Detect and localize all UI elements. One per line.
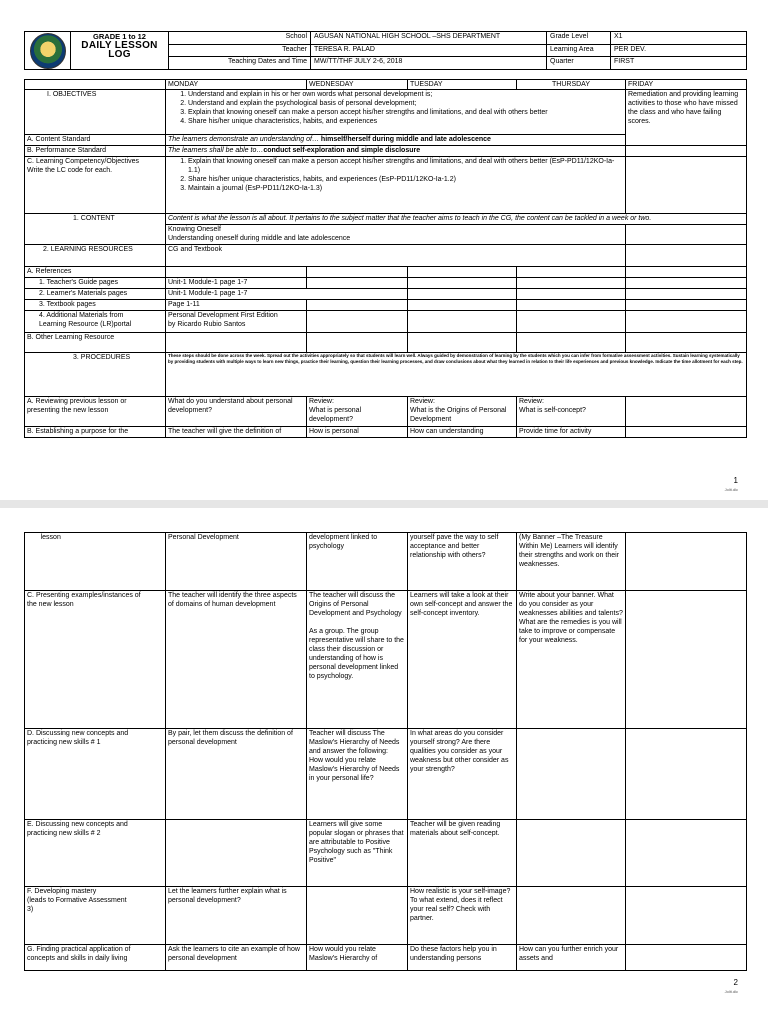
purpose-tuesday-part2: yourself pave the way to self acceptance and better relationship with others? bbox=[408, 533, 517, 591]
empty-cell bbox=[408, 289, 517, 300]
competency-list bbox=[168, 157, 623, 193]
blank-corner bbox=[25, 80, 166, 90]
page-number-2: 2 bbox=[733, 978, 738, 987]
empty-cell bbox=[626, 300, 747, 311]
empty-cell bbox=[626, 225, 747, 245]
presenting-wednesday: The teacher will discuss the Origins of Personal Development and Psychology As a group. The group representative will share to the class their discussion or understanding of how is personal development linked to psychology. bbox=[307, 591, 408, 729]
content-standard-prefix: The learners demonstrate an understanding of… bbox=[168, 136, 319, 143]
objective-item: 2. Understand and explain the psychological basis of personal development; bbox=[188, 99, 623, 108]
empty-cell bbox=[517, 267, 626, 278]
page-gap bbox=[0, 500, 768, 508]
empty-cell bbox=[307, 278, 408, 289]
empty-cell bbox=[626, 278, 747, 289]
performance-standard-label: B. Performance Standard bbox=[25, 146, 166, 157]
empty-cell bbox=[626, 533, 747, 591]
teacher-label: Teacher bbox=[169, 44, 311, 57]
application-wednesday: How would you relate Maslow's Hierarchy of bbox=[307, 945, 408, 971]
school-label: School bbox=[169, 32, 311, 45]
application-label: G. Finding practical application of concepts and skills in daily living bbox=[25, 945, 166, 971]
empty-cell bbox=[307, 300, 408, 311]
title-cell bbox=[71, 32, 169, 70]
empty-cell bbox=[626, 311, 747, 333]
school-value: AGUSAN NATIONAL HIGH SCHOOL –SHS DEPARTMENT bbox=[311, 32, 547, 45]
discussing2-tuesday: Teacher will be given reading materials about self-concept. bbox=[408, 820, 517, 887]
performance-standard-text: conduct self-exploration and simple disclosure bbox=[263, 147, 421, 154]
competency-list-cell bbox=[166, 157, 626, 214]
grade-level-label: Grade Level bbox=[547, 32, 611, 45]
day-header-thursday: THURSDAY bbox=[517, 80, 626, 90]
competency-item: 3. Maintain a journal (EsP-PD11/12KO-Ia-1.3) bbox=[188, 184, 623, 193]
empty-cell bbox=[166, 267, 307, 278]
empty-cell bbox=[408, 267, 517, 278]
empty-cell bbox=[408, 311, 517, 333]
empty-cell bbox=[626, 397, 747, 427]
day-header-friday: FRIDAY bbox=[626, 80, 747, 90]
page-1 bbox=[0, 0, 768, 500]
day-header-tuesday: TUESDAY bbox=[408, 80, 517, 90]
empty-cell bbox=[626, 289, 747, 300]
page-note-1: Jolit.dlc bbox=[724, 487, 738, 492]
empty-cell bbox=[517, 278, 626, 289]
competency-item: 2. Share his/her unique characteristics, habits, and experiences (EsP-PD11/12KO-Ia-1.2) bbox=[188, 175, 623, 184]
purpose-label-part1: B. Establishing a purpose for the bbox=[25, 427, 166, 438]
content-topics bbox=[166, 225, 626, 245]
page-number-1: 1 bbox=[733, 476, 738, 485]
teacher-value: TERESA R. PALAD bbox=[311, 44, 547, 57]
document-title: DAILY LESSON LOG bbox=[81, 40, 158, 60]
additional-materials-value: Personal Development First Edition by Ricardo Rubio Santos bbox=[166, 311, 307, 333]
empty-cell bbox=[517, 311, 626, 333]
purpose-monday-part2: Personal Development bbox=[166, 533, 307, 591]
empty-cell bbox=[408, 300, 517, 311]
objectives-label: I. OBJECTIVES bbox=[25, 90, 166, 135]
objectives-list bbox=[168, 90, 623, 126]
friday-remediation: Remediation and providing learning activities to those who have missed the class and who have failing scores. bbox=[626, 90, 747, 146]
deped-seal-icon bbox=[30, 33, 66, 69]
review-tuesday: Review: What is the Origins of Personal Development bbox=[408, 397, 517, 427]
empty-cell bbox=[517, 333, 626, 353]
teachers-guide-label: 1. Teacher's Guide pages bbox=[25, 278, 166, 289]
discussing2-wednesday: Learners will give some popular slogan or phrases that are attributable to Positive Psychology such as "Think Positive" bbox=[307, 820, 408, 887]
empty-cell bbox=[408, 333, 517, 353]
empty-cell bbox=[626, 267, 747, 278]
purpose-wednesday-part1: How is personal bbox=[307, 427, 408, 438]
lesson-table-page2 bbox=[24, 532, 747, 971]
application-thursday: How can you further enrich your assets and bbox=[517, 945, 626, 971]
empty-cell bbox=[626, 427, 747, 438]
performance-standard-value bbox=[166, 146, 626, 157]
empty-cell bbox=[626, 157, 747, 214]
discussing1-tuesday: In what areas do you consider yourself strong? Are there qualities you consider as your weakness but other consider as your strength? bbox=[408, 729, 517, 820]
review-monday: What do you understand about personal development? bbox=[166, 397, 307, 427]
dates-value: MW/TT/THF JULY 2-6, 2018 bbox=[311, 57, 547, 70]
competency-item: 1. Explain that knowing oneself can make a person accept his/her strengths and limitations, and deal with others better (EsP-PD11/12KO-Ia-1.1) bbox=[188, 157, 623, 175]
header-table bbox=[24, 31, 747, 70]
learning-area-value: PER DEV. bbox=[611, 44, 747, 57]
empty-cell bbox=[307, 887, 408, 945]
content-topic-1: Knowing Oneself bbox=[168, 226, 221, 233]
application-monday: Ask the learners to cite an example of how personal development bbox=[166, 945, 307, 971]
learning-area-label: Learning Area bbox=[547, 44, 611, 57]
review-wednesday: Review: What is personal development? bbox=[307, 397, 408, 427]
competency-label: C. Learning Competency/Objectives Write the LC code for each. bbox=[25, 157, 166, 214]
empty-cell bbox=[307, 267, 408, 278]
discussing1-monday: By pair, let them discuss the definition of personal development bbox=[166, 729, 307, 820]
content-standard-label: A. Content Standard bbox=[25, 135, 166, 146]
empty-cell bbox=[517, 887, 626, 945]
mastery-tuesday: How realistic is your self-image? To what extend, does it reflect your real self? Check with partner. bbox=[408, 887, 517, 945]
presenting-thursday: Write about your banner. What do you consider as your weaknesses abilities and talents? What are the remedies is you will take to improve or compensate for your weakness. bbox=[517, 591, 626, 729]
empty-cell bbox=[517, 289, 626, 300]
empty-cell bbox=[517, 820, 626, 887]
empty-cell bbox=[626, 729, 747, 820]
learners-materials-label: 2. Learner's Materials pages bbox=[25, 289, 166, 300]
objective-item: 4. Share his/her unique characteristics, habits, and experiences bbox=[188, 117, 623, 126]
content-label: 1. CONTENT bbox=[25, 214, 166, 245]
presenting-tuesday: Learners will take a look at their own self-concept and answer the self-concept inventory. bbox=[408, 591, 517, 729]
references-label: A. References bbox=[25, 267, 166, 278]
discussing1-label: D. Discussing new concepts and practicing new skills # 1 bbox=[25, 729, 166, 820]
purpose-wednesday-part2: development linked to psychology bbox=[307, 533, 408, 591]
empty-cell bbox=[166, 820, 307, 887]
review-label: A. Reviewing previous lesson or presenting the new lesson bbox=[25, 397, 166, 427]
procedures-note: These steps should be done across the week. Spread out the activities appropriately so that students will learn well. Always guided by demonstration of learning by the students which you can infer from formative assessment activities. Sustain learning systematically by providing students with multiple ways to learn new things, practice their learning, question their learning processes, and draw conclusions about what they learned in relation to their life experiences and previous knowledge. Indicate the time allotment for each step. bbox=[166, 353, 747, 397]
additional-materials-label: 4. Additional Materials from Learning Resource (LR)portal bbox=[25, 311, 166, 333]
content-standard-text: himself/herself during middle and late adolescence bbox=[318, 136, 491, 143]
content-topic-2: Understanding oneself during middle and late adolescence bbox=[168, 235, 351, 242]
performance-standard-prefix: The learners shall be able to… bbox=[168, 147, 264, 154]
mastery-monday: Let the learners further explain what is personal development? bbox=[166, 887, 307, 945]
empty-cell bbox=[307, 333, 408, 353]
procedures-label: 3. PROCEDURES bbox=[25, 353, 166, 397]
objective-item: 1. Understand and explain in his or her own words what personal development is; bbox=[188, 90, 623, 99]
page-note-2: Jolit.dlc bbox=[724, 989, 738, 994]
empty-cell bbox=[626, 887, 747, 945]
empty-cell bbox=[626, 945, 747, 971]
day-header-monday: MONDAY bbox=[166, 80, 307, 90]
empty-cell bbox=[408, 278, 517, 289]
quarter-value: FIRST bbox=[611, 57, 747, 70]
teachers-guide-value: Unit-1 Module-1 page 1-7 bbox=[166, 278, 307, 289]
logo-cell bbox=[25, 32, 71, 70]
content-standard-value bbox=[166, 135, 626, 146]
content-note: Content is what the lesson is all about. It pertains to the subject matter that the teacher aims to teach in the CG, the content can be tackled in a week or two. bbox=[166, 214, 747, 225]
other-resource-label: B. Other Learning Resource bbox=[25, 333, 166, 353]
quarter-label: Quarter bbox=[547, 57, 611, 70]
learners-materials-value: Unit-1 Module-1 page 1-7 bbox=[166, 289, 408, 300]
objective-item: 3. Explain that knowing oneself can make a person accept his/her strengths and limitations, and deal with others better bbox=[188, 108, 623, 117]
dates-label: Teaching Dates and Time bbox=[169, 57, 311, 70]
presenting-monday: The teacher will identify the three aspects of domains of human development bbox=[166, 591, 307, 729]
discussing2-label: E. Discussing new concepts and practicing new skills # 2 bbox=[25, 820, 166, 887]
empty-cell bbox=[626, 820, 747, 887]
mastery-label: F. Developing mastery (leads to Formative Assessment 3) bbox=[25, 887, 166, 945]
empty-cell bbox=[626, 591, 747, 729]
learning-resources-value: CG and Textbook bbox=[166, 245, 626, 267]
purpose-thursday-part1: Provide time for activity bbox=[517, 427, 626, 438]
empty-cell bbox=[166, 333, 307, 353]
empty-cell bbox=[626, 146, 747, 157]
purpose-monday-part1: The teacher will give the definition of bbox=[166, 427, 307, 438]
review-thursday: Review: What is self-concept? bbox=[517, 397, 626, 427]
page-2 bbox=[0, 508, 768, 1024]
purpose-tuesday-part1: How can understanding bbox=[408, 427, 517, 438]
lesson-table-page1 bbox=[24, 79, 747, 438]
presenting-label: C. Presenting examples/instances of the new lesson bbox=[25, 591, 166, 729]
purpose-thursday-part2: (My Banner –The Treasure Within Me) Learners will identify their strengths and work on their weaknesses. bbox=[517, 533, 626, 591]
objectives-list-cell bbox=[166, 90, 626, 135]
discussing1-wednesday: Teacher will discuss The Maslow's Hierarchy of Needs and answer the following: How would you relate Maslow's Hierarchy of Needs in your personal life? bbox=[307, 729, 408, 820]
grade-level-value: X1 bbox=[611, 32, 747, 45]
grade-range: GRADE 1 to 12 bbox=[93, 32, 146, 41]
day-header-wednesday: WEDNESDAY bbox=[307, 80, 408, 90]
purpose-label-part2: lesson bbox=[25, 533, 166, 591]
application-tuesday: Do these factors help you in understanding persons bbox=[408, 945, 517, 971]
learning-resources-label: 2. LEARNING RESOURCES bbox=[25, 245, 166, 267]
empty-cell bbox=[517, 729, 626, 820]
empty-cell bbox=[517, 300, 626, 311]
textbook-pages-label: 3. Textbook pages bbox=[25, 300, 166, 311]
empty-cell bbox=[626, 245, 747, 267]
empty-cell bbox=[307, 311, 408, 333]
empty-cell bbox=[626, 333, 747, 353]
textbook-pages-value: Page 1-11 bbox=[166, 300, 307, 311]
